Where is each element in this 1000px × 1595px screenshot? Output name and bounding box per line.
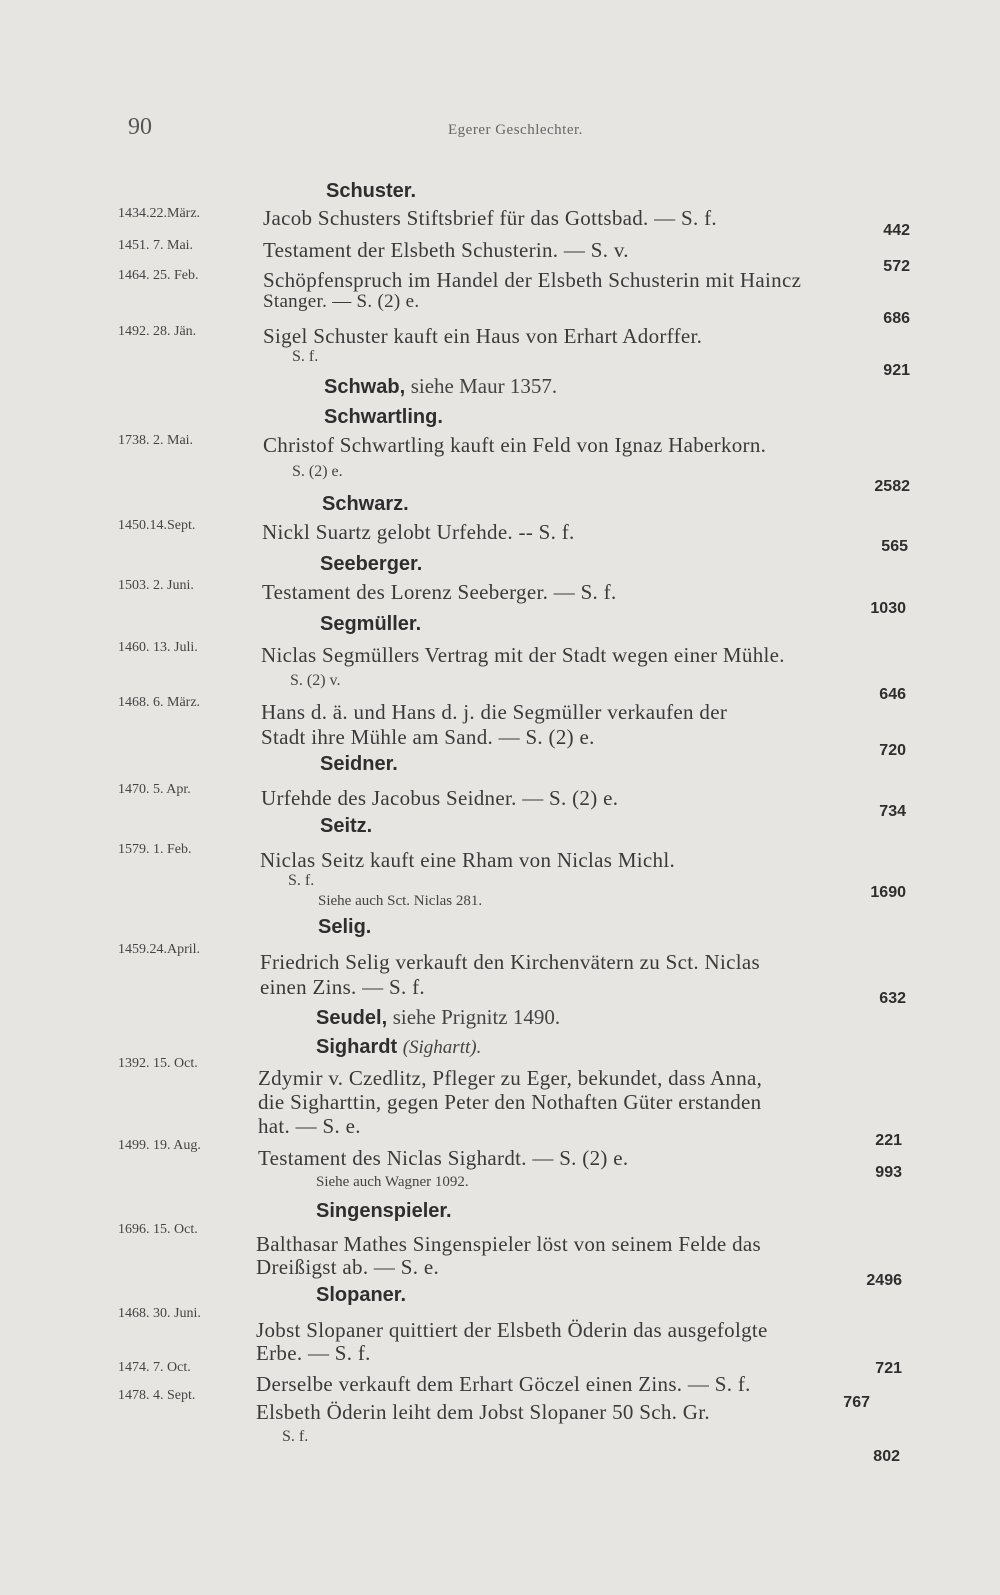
entry-date: 1470. 5. Apr. [118,782,191,797]
entry-date: 1478. 4. Sept. [118,1388,196,1403]
entry-text: die Sigharttin, gegen Peter den Nothaften Güter erstanden [258,1090,762,1114]
entry-date: 1468. 6. März. [118,695,201,710]
entry-number: 686 [883,310,910,327]
entry-number: 572 [883,258,910,275]
entry-text: Stanger. — S. (2) e. [263,291,420,312]
entry-date: 1392. 15. Oct. [118,1056,198,1071]
heading-schwab: Schwab, siehe Maur 1357. [324,374,558,398]
entry-text: Schöpfenspruch im Handel der Elsbeth Schusterin mit Haincz [263,268,802,292]
entry-source: S. (2) e. [292,463,343,480]
entry-text: Testament des Niclas Sighardt. — S. (2) e. [258,1146,629,1170]
entry-text: Hans d. ä. und Hans d. j. die Segmüller verkaufen der [261,700,728,724]
entry-date: 1451. 7. Mai. [118,238,194,253]
entry-text: Derselbe verkauft dem Erhart Göczel einen Zins. — S. f. [256,1372,751,1396]
entry-text: Christof Schwartling kauft ein Feld von Ignaz Haberkorn. [263,433,767,457]
entry-number: 632 [879,990,906,1007]
running-title: Egerer Geschlechter. [448,122,583,138]
entry-text: Testament des Lorenz Seeberger. — S. f. [262,580,617,604]
entry-text: Nickl Suartz gelobt Urfehde. -- S. f. [262,520,575,544]
entry-number: 221 [875,1132,902,1149]
page-number: 90 [128,114,152,140]
entry-date: 1464. 25. Feb. [118,268,199,283]
heading-slopaner: Slopaner. [316,1284,407,1306]
heading-sighardt: Sighardt (Sighartt). [316,1036,482,1058]
entry-text: Friedrich Selig verkauft den Kirchenvätern zu Sct. Niclas [260,950,760,974]
entry-number: 721 [875,1360,902,1377]
entry-number: 802 [873,1448,900,1465]
entry-text: Erbe. — S. f. [256,1341,371,1365]
entry-text: Urfehde des Jacobus Seidner. — S. (2) e. [261,786,619,810]
entry-number: 767 [843,1394,870,1411]
entry-number: 442 [883,222,910,239]
heading-singenspieler: Singenspieler. [316,1200,452,1222]
entry-date: 1738. 2. Mai. [118,433,194,448]
entry-number: 2496 [866,1272,902,1289]
entry-date: 1434.22.März. [118,206,201,221]
entry-date: 1579. 1. Feb. [118,842,192,857]
entry-text: Jobst Slopaner quittiert der Elsbeth Öderin das ausgefolgte [256,1318,768,1342]
entry-text: Niclas Seitz kauft eine Rham von Niclas Michl. [260,848,676,872]
entry-date: 1492. 28. Jän. [118,324,197,339]
entry-number: 720 [879,742,906,759]
entry-number: 2582 [874,478,910,495]
entry-source: S. f. [282,1428,309,1445]
entry-source: S. (2) v. [290,672,341,689]
entry-text: Elsbeth Öderin leiht dem Jobst Slopaner 50 Sch. Gr. [256,1400,710,1424]
heading-seitz: Seitz. [320,815,373,837]
entry-date: 1460. 13. Juli. [118,640,198,655]
entry-text: Stadt ihre Mühle am Sand. — S. (2) e. [261,725,595,749]
entry-number: 734 [879,803,906,820]
entry-source: S. f. [288,872,315,889]
see-also-note: Siehe auch Sct. Niclas 281. [318,893,483,909]
entry-number: 1690 [870,884,906,901]
entry-number: 646 [879,686,906,703]
entry-date: 1696. 15. Oct. [118,1222,198,1237]
entry-number: 921 [883,362,910,379]
entry-text: Niclas Segmüllers Vertrag mit der Stadt wegen einer Mühle. [261,643,785,667]
entry-text: einen Zins. — S. f. [260,975,425,999]
entry-text: Sigel Schuster kauft ein Haus von Erhart Adorffer. [263,324,703,348]
heading-seeberger: Seeberger. [320,553,423,575]
entry-date: 1474. 7. Oct. [118,1360,191,1375]
entry-date: 1468. 30. Juni. [118,1306,201,1321]
entry-text: Balthasar Mathes Singenspieler löst von seinem Felde das [256,1232,761,1256]
entry-text: hat. — S. e. [258,1114,361,1138]
heading-schwartling: Schwartling. [324,406,443,428]
heading-selig: Selig. [318,916,372,938]
entry-text: Zdymir v. Czedlitz, Pfleger zu Eger, bekundet, dass Anna, [258,1066,763,1090]
heading-segmueller: Segmüller. [320,613,422,635]
entry-number: 565 [881,538,908,555]
heading-schuster: Schuster. [326,180,417,202]
heading-seidner: Seidner. [320,753,398,775]
entry-date: 1450.14.Sept. [118,518,196,533]
entry-number: 993 [875,1164,902,1181]
entry-source: S. f. [292,348,319,365]
entry-date: 1499. 19. Aug. [118,1138,201,1153]
entry-date: 1503. 2. Juni. [118,578,194,593]
heading-schwarz: Schwarz. [322,493,409,515]
entry-text: Dreißigst ab. — S. e. [256,1255,440,1279]
entry-date: 1459.24.April. [118,942,201,957]
see-also-note: Siehe auch Wagner 1092. [316,1174,469,1190]
entry-text: Testament der Elsbeth Schusterin. — S. v. [263,238,629,262]
heading-seudel: Seudel, siehe Prignitz 1490. [316,1005,561,1029]
entry-number: 1030 [870,600,906,617]
entry-text: Jacob Schusters Stiftsbrief für das Gottsbad. — S. f. [263,206,717,230]
